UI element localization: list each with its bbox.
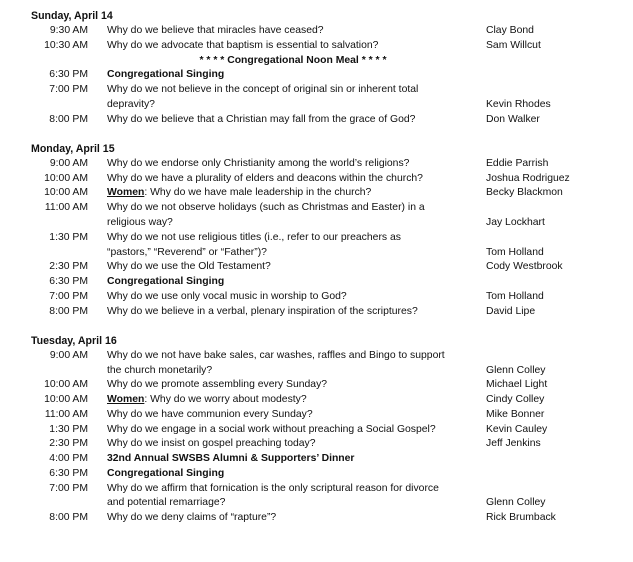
session-topic: Why do we affirm that fornication is the only scriptural reason for divorce xyxy=(107,483,439,494)
session-speaker: Jay Lockhart xyxy=(486,217,545,228)
day-heading: Monday, April 15 xyxy=(31,143,115,155)
day-heading: Tuesday, April 16 xyxy=(31,335,117,347)
session-topic: Why do we not believe in the concept of original sin or inherent total xyxy=(107,84,419,95)
session-topic: Why do we endorse only Christianity among the world’s religions? xyxy=(107,158,410,169)
session-time: 6:30 PM xyxy=(49,276,88,287)
session-time: 6:30 PM xyxy=(49,69,88,80)
session-time: 8:00 PM xyxy=(49,512,88,523)
session-speaker: Rick Brumback xyxy=(486,512,556,523)
session-speaker: Eddie Parrish xyxy=(486,158,549,169)
session-topic: Why do we use the Old Testament? xyxy=(107,261,271,272)
session-time: 1:30 PM xyxy=(49,232,88,243)
session-time: 11:00 AM xyxy=(44,202,88,213)
session-time: 7:00 PM xyxy=(49,291,88,302)
session-speaker: Cody Westbrook xyxy=(486,261,563,272)
session-time: 6:30 PM xyxy=(49,468,88,479)
session-speaker: David Lipe xyxy=(486,306,536,317)
session-time: 1:30 PM xyxy=(49,424,88,435)
session-topic: Congregational Singing xyxy=(107,276,225,287)
session-topic: Why do we have a plurality of elders and deacons within the church? xyxy=(107,173,423,184)
session-topic: Why do we insist on gospel preaching today? xyxy=(107,438,316,449)
session-time: 10:00 AM xyxy=(44,379,88,390)
session-time: 11:00 AM xyxy=(44,409,88,420)
session-time: 10:30 AM xyxy=(44,40,88,51)
session-speaker: Jeff Jenkins xyxy=(486,438,541,449)
session-speaker: Kevin Cauley xyxy=(486,424,548,435)
session-speaker: Don Walker xyxy=(486,114,540,125)
session-speaker: Kevin Rhodes xyxy=(486,99,551,110)
session-time: 8:00 PM xyxy=(49,306,88,317)
noon-meal-banner: * * * * Congregational Noon Meal * * * * xyxy=(199,55,387,66)
session-speaker: Joshua Rodriguez xyxy=(486,173,570,184)
session-topic: Why do we believe in a verbal, plenary inspiration of the scriptures? xyxy=(107,306,418,317)
session-speaker: Cindy Colley xyxy=(486,394,545,405)
session-time: 10:00 AM xyxy=(44,187,88,198)
session-time: 9:30 AM xyxy=(49,25,88,36)
session-time: 9:00 AM xyxy=(49,350,88,361)
session-speaker: Glenn Colley xyxy=(486,497,546,508)
session-time: 2:30 PM xyxy=(49,261,88,272)
session-speaker: Becky Blackmon xyxy=(486,187,563,198)
session-topic: Why do we not use religious titles (i.e., refer to our preachers as xyxy=(107,232,401,243)
session-topic-text: : Why do we have male leadership in the church? xyxy=(144,187,372,198)
session-topic xyxy=(107,186,479,201)
session-topic-continued: the church monetarily? xyxy=(107,365,213,376)
session-topic: Why do we promote assembling every Sunday? xyxy=(107,379,328,390)
session-speaker: Tom Holland xyxy=(486,247,544,258)
women-label: Women xyxy=(107,394,145,405)
day-heading: Sunday, April 14 xyxy=(31,10,113,22)
session-speaker: Michael Light xyxy=(486,379,548,390)
session-topic-continued: and potential remarriage? xyxy=(107,497,226,508)
session-topic: Why do we not observe holidays (such as Christmas and Easter) in a xyxy=(107,202,425,213)
session-time: 2:30 PM xyxy=(49,438,88,449)
session-topic xyxy=(107,393,479,408)
session-time: 7:00 PM xyxy=(49,84,88,95)
session-topic: Why do we not have bake sales, car washes, raffles and Bingo to support xyxy=(107,350,445,361)
session-speaker: Glenn Colley xyxy=(486,365,546,376)
session-topic: 32nd Annual SWSBS Alumni & Supporters’ Dinner xyxy=(107,453,355,464)
session-speaker: Sam Willcut xyxy=(486,40,541,51)
session-topic: Congregational Singing xyxy=(107,69,225,80)
session-topic-continued: “pastors,” “Reverend” or “Father”)? xyxy=(107,247,267,258)
session-topic: Why do we advocate that baptism is essential to salvation? xyxy=(107,40,379,51)
session-topic: Why do we have communion every Sunday? xyxy=(107,409,313,420)
session-topic: Why do we engage in a social work without preaching a Social Gospel? xyxy=(107,424,436,435)
session-time: 7:00 PM xyxy=(49,483,88,494)
session-speaker: Mike Bonner xyxy=(486,409,545,420)
session-speaker: Tom Holland xyxy=(486,291,544,302)
session-topic: Why do we use only vocal music in worship to God? xyxy=(107,291,347,302)
session-topic: Why do we believe that miracles have ceased? xyxy=(107,25,324,36)
session-time: 4:00 PM xyxy=(49,453,88,464)
session-time: 9:00 AM xyxy=(49,158,88,169)
session-topic: Why do we believe that a Christian may fall from the grace of God? xyxy=(107,114,416,125)
session-topic-continued: religious way? xyxy=(107,217,173,228)
session-time: 10:00 AM xyxy=(44,173,88,184)
women-label: Women xyxy=(107,187,145,198)
session-speaker: Clay Bond xyxy=(486,25,534,36)
session-time: 8:00 PM xyxy=(49,114,88,125)
session-time: 10:00 AM xyxy=(44,394,88,405)
session-topic: Why do we deny claims of “rapture”? xyxy=(107,512,277,523)
session-topic-continued: depravity? xyxy=(107,99,155,110)
session-topic-text: : Why do we worry about modesty? xyxy=(144,394,307,405)
session-topic: Congregational Singing xyxy=(107,468,225,479)
